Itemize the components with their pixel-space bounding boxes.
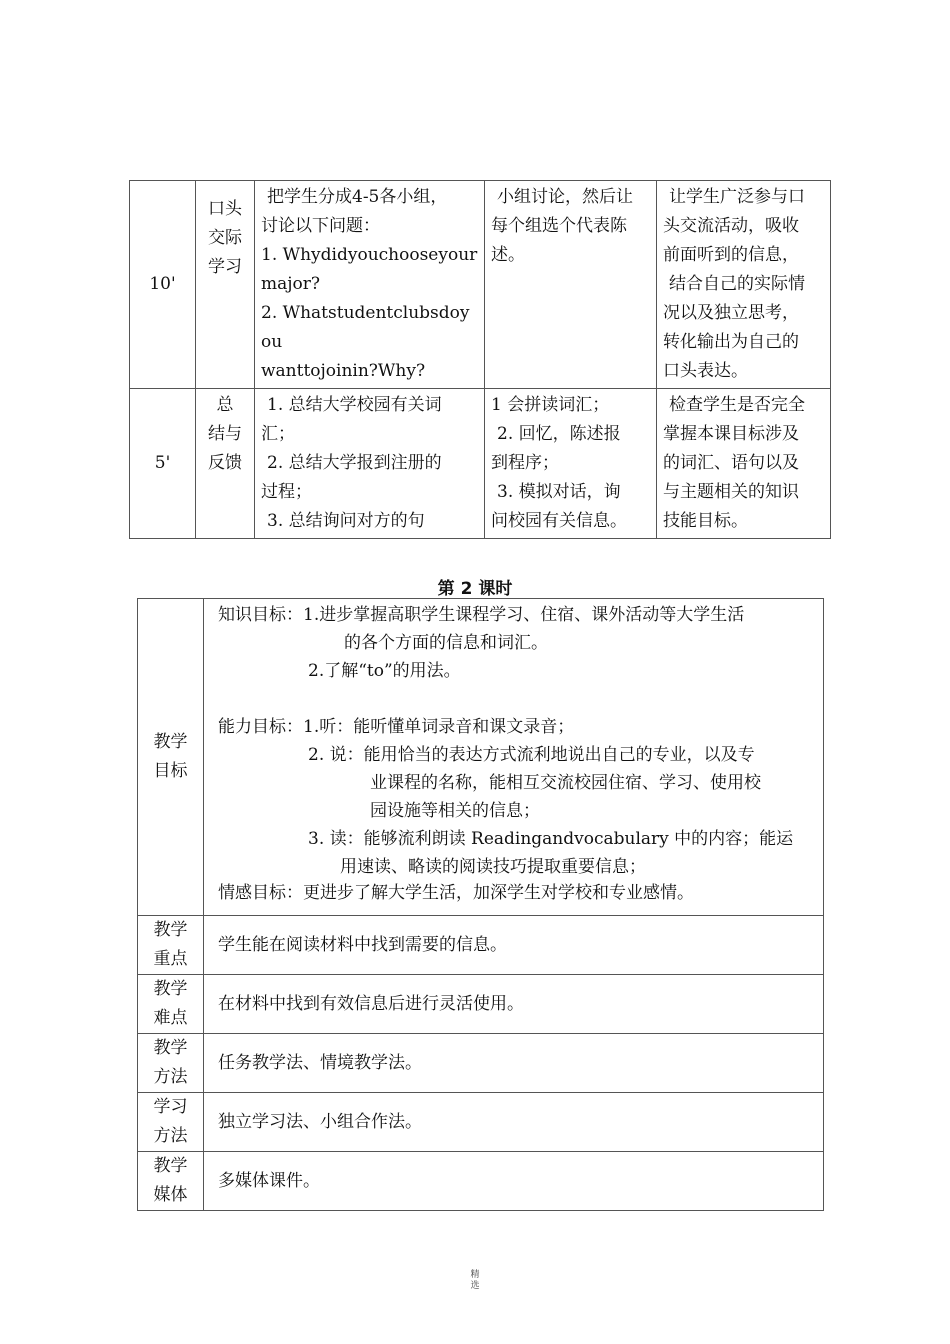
page-footer	[0, 1270, 950, 1292]
text-line: 口头	[208, 199, 242, 219]
text-line: 3. 读：能够流利朗读 Readingandvocabulary 中的内容；能运	[308, 829, 794, 849]
table-row	[130, 181, 831, 389]
purpose-cell	[657, 181, 831, 389]
text-line: 问校园有关信息。	[491, 511, 627, 531]
text-line: 2. 总结大学报到注册的	[267, 453, 442, 473]
text-line: 3. 模拟对话，询	[497, 482, 621, 502]
text-line: 汇；	[261, 424, 295, 444]
footer-text: 精	[470, 1270, 480, 1280]
table-row	[138, 599, 824, 916]
row-content: 多媒体课件。	[204, 1152, 824, 1211]
table-row	[138, 916, 824, 975]
ability-goal: 能力目标：1.听：能听懂单词录音和课文录音；	[218, 717, 575, 737]
table-row	[138, 1093, 824, 1152]
text-line: 方法	[153, 1067, 188, 1087]
text-line: 1 会拼读词汇；	[491, 395, 610, 415]
row-content: 独立学习法、小组合作法。	[204, 1093, 824, 1152]
text-line: 到程序；	[491, 453, 559, 473]
text-line: 2.了解“to”的用法。	[308, 661, 461, 681]
text-line: 教学	[153, 1038, 188, 1058]
text-line: 业课程的名称，能相互交流校园住宿、学习、使用校	[370, 773, 761, 793]
text-line: 学习	[208, 257, 242, 277]
category-cell	[196, 181, 255, 389]
text-line: 2. Whatstudentclubsdoyou	[261, 303, 470, 352]
goals-content	[204, 599, 824, 916]
purpose-cell	[657, 389, 831, 539]
text-line: 教学	[153, 1156, 188, 1176]
text-line: 述。	[491, 245, 525, 265]
text-line: wanttojoinin?Why?	[261, 361, 426, 381]
text-line: 结合自己的实际情	[669, 274, 805, 294]
lesson-plan-table	[137, 598, 824, 1211]
text-line: 教学	[153, 979, 188, 999]
row-label	[138, 975, 204, 1034]
emotion-goal: 情感目标：更进步了解大学生活，加深学生对学校和专业感情。	[218, 883, 694, 903]
text-line: 教学	[153, 920, 188, 940]
knowledge-goal: 知识目标：1.进步掌握高职学生课程学习、住宿、课外活动等大学生活	[218, 605, 745, 625]
text-line: 口头表达。	[663, 361, 748, 381]
text-line: 把学生分成4-5各小组，	[267, 187, 448, 207]
category-cell	[196, 389, 255, 539]
table-row	[138, 1152, 824, 1211]
text-line: 1. Whydidyouchooseyour	[261, 245, 478, 265]
footer-text: 选	[470, 1281, 480, 1291]
text-line: 重点	[153, 949, 188, 969]
table-row	[138, 1034, 824, 1093]
text-line: 小组讨论，然后让	[497, 187, 633, 207]
text-line: 技能目标。	[663, 511, 748, 531]
student-activity-cell	[485, 389, 657, 539]
teacher-activity-cell	[255, 389, 485, 539]
text-line: 每个组选个代表陈	[491, 216, 627, 236]
teacher-activity-cell	[255, 181, 485, 389]
time-cell: 10'	[130, 181, 196, 389]
row-content: 学生能在阅读材料中找到需要的信息。	[204, 916, 824, 975]
student-activity-cell	[485, 181, 657, 389]
text-line: 过程；	[261, 482, 312, 502]
section-title: 第 2 课时	[437, 579, 513, 599]
lesson-activity-table	[129, 180, 831, 539]
text-line: 媒体	[153, 1185, 188, 1205]
text-line: 用速读、略读的阅读技巧提取重要信息；	[340, 857, 646, 877]
text-line: 学习	[153, 1097, 188, 1117]
text-line: 与主题相关的知识	[663, 482, 799, 502]
text-line: 头交流活动，吸收	[663, 216, 799, 236]
text-line: 教学	[153, 732, 188, 752]
text-line: 难点	[153, 1008, 188, 1028]
text-line: 方法	[153, 1126, 188, 1146]
text-line: 掌握本课目标涉及	[663, 424, 799, 444]
text-line: 目标	[153, 761, 188, 781]
row-label	[138, 916, 204, 975]
row-content: 任务教学法、情境教学法。	[204, 1034, 824, 1093]
text-line: 的词汇、语句以及	[663, 453, 799, 473]
text-line: 交际	[208, 228, 242, 248]
text-line: 3. 总结询问对方的句	[267, 511, 425, 531]
row-label	[138, 1152, 204, 1211]
text-line: 2. 说：能用恰当的表达方式流利地说出自己的专业，以及专	[308, 745, 755, 765]
text-line: 让学生广泛参与口	[669, 187, 805, 207]
text-line: 2. 回忆，陈述报	[497, 424, 621, 444]
table-row	[138, 975, 824, 1034]
goals-label	[138, 599, 204, 916]
row-content: 在材料中找到有效信息后进行灵活使用。	[204, 975, 824, 1034]
text-line: 结与	[208, 424, 242, 444]
text-line: 前面听到的信息，	[663, 245, 799, 265]
text-line: 园设施等相关的信息；	[370, 801, 540, 821]
text-line: 总	[216, 395, 234, 415]
table-row	[130, 389, 831, 539]
text-line: 检查学生是否完全	[669, 395, 805, 415]
row-label	[138, 1093, 204, 1152]
text-line: 况以及独立思考，	[663, 303, 799, 323]
text-line: 转化输出为自己的	[663, 332, 799, 352]
text-line: 的各个方面的信息和词汇。	[344, 633, 548, 653]
text-line: major?	[261, 274, 321, 294]
text-line: 讨论以下问题：	[261, 216, 380, 236]
time-cell: 5'	[130, 389, 196, 539]
text-line: 反馈	[208, 453, 242, 473]
row-label	[138, 1034, 204, 1093]
text-line: 1. 总结大学校园有关词	[267, 395, 442, 415]
